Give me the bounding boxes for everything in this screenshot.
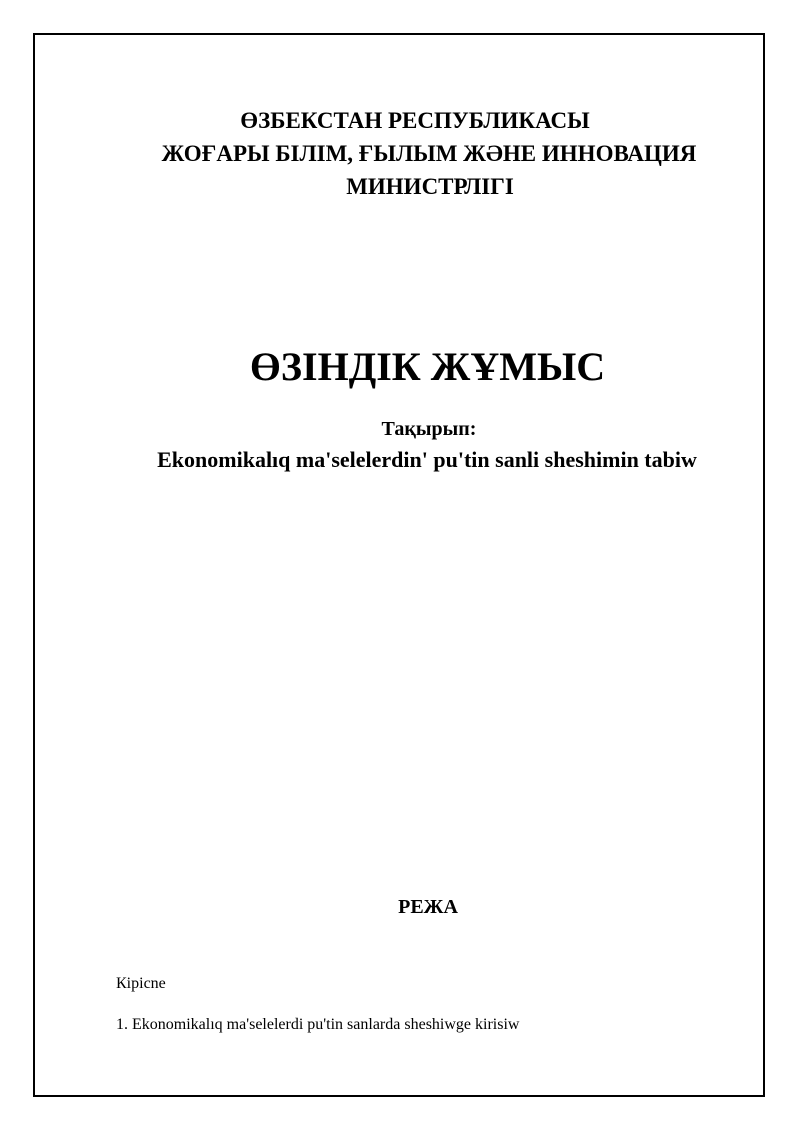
plan-list <box>116 974 736 1035</box>
plan-heading: РЕЖА <box>398 896 458 918</box>
topic-label: Тақырып: <box>381 418 477 440</box>
ministry-header-line: МИНИСТРЛІГІ <box>346 174 514 199</box>
document-title: ӨЗІНДІК ЖҰМЫС <box>249 344 606 389</box>
plan-item-introduction: Кірісnе <box>116 975 166 992</box>
plan-item-1: 1. Ekonomikalıq ma'selelerdi pu'tin sanlarda sheshiwge kirisiw <box>116 1016 520 1033</box>
ministry-header <box>0 104 800 203</box>
topic-value: Ekonomikalıq ma'selelerdin' pu'tin sanli sheshimin tabiw <box>157 447 697 472</box>
ministry-header-line: ӨЗБЕКСТАН РЕСПУБЛИКАСЫ <box>240 108 590 133</box>
ministry-header-line: ЖОҒАРЫ БІЛІМ, ҒЫЛЫМ ЖӘНЕ ИННОВАЦИЯ <box>161 141 697 166</box>
